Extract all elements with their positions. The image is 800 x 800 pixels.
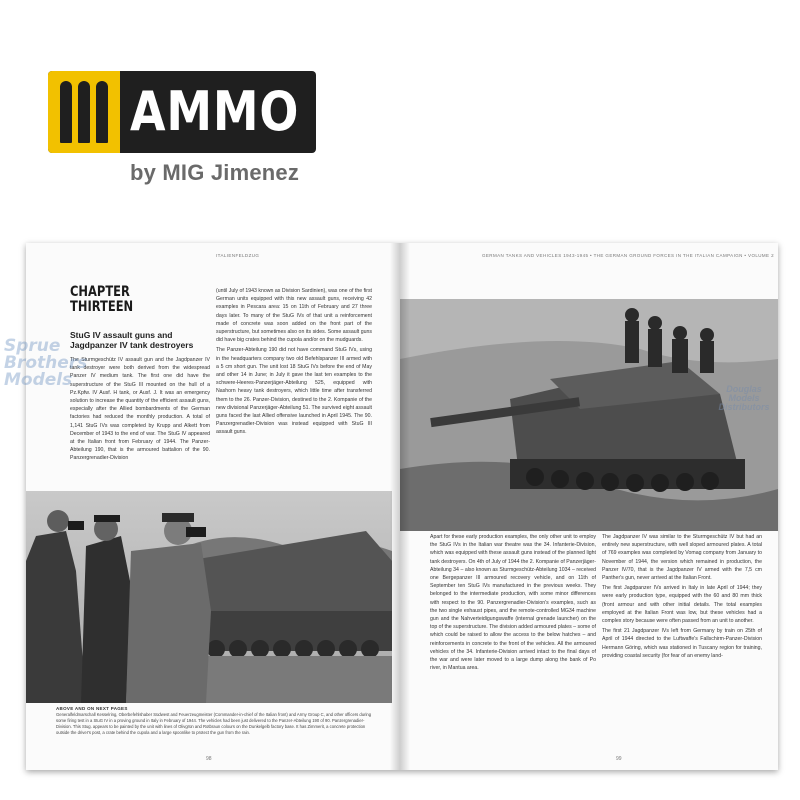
text-column [602,533,762,759]
stug-photo [400,299,778,531]
bullet-icon [60,81,72,143]
paragraph: Apart for these early production examples, the only other unit to employ the StuG IVs in the Italian war theatre was the 34. Infanterie-Division, which was equipped with these assault guns instead of the planned light tank destroyers. On 4th of July of 1944 the 2. Kompanie of Panzerjäger-Abteilung 34 – also known as Sturmgeschütz-Abteilung 1034 – received one Bergepanzer III armoured recovery vehicle, and on 11th of September ten StuG IVs manufactured in the previous weeks. They belonged to the intermediate production, with some minor differences with respect to the 90. Panzergrenadier-Division's examples, such as the two single exhaust pipes, and the remote-controlled MG34 machine gun and the Nahverteidigungswaffe (internal grenade launcher) on the top of the superstructure. The division added armoured plates – some of which could be raised to allow the access to the below hatches – and reinforcements in concrete to the front of the vehicles. All the armoured vehicles of the 34. Infanterie-Division arrived intact to the final days of the war and were later moved to a large dump along the bank of Po river, in Mantua area. [430,534,596,672]
book-gutter [390,243,410,770]
left-page [26,243,400,770]
bullet-icon [96,81,108,143]
officers-photo [26,491,392,703]
watermark-line: Brothers [4,353,88,373]
running-head: ITALIENFELDZUG [216,253,260,258]
ammo-logo [48,71,316,153]
logo-byline: by MIG Jimenez [130,160,300,185]
paragraph: (until July of 1943 known as Division Sardinien), was one of the first German units equipped with this new assault guns, receiving 42 examples in Pescara area: 15 on 11th of February and 27 three days later. To many of the StuG IVs of that unit a reinforcement made of concrete was soon added on the front part of the superstructure, but sometimes also on its sides. Some assault guns did have big crates behind the cupola and/or on the mudguards. [216,288,372,344]
book-spread [26,243,778,770]
watermark-line: Douglas [726,384,762,394]
chapter-line: THIRTEEN [70,299,134,315]
caption-title: ABOVE AND ON NEXT PAGES [56,706,128,711]
text-column [70,356,210,476]
paragraph: The Panzer-Abteilung 190 did not have command StuG IVs, using in the headquarters company two old Befehlspanzer III armed with a 5 cm short gun. The unit lost 18 StuG IVs before the end of May and other 14 in June; in July it gave the last ten examples to the schwere-Heeres-Panzerjäger-Abteilung 525, equipped with Nashorn heavy tank destroyers, which little time after transferred them to the 26. Panzer-Division, destined to the 2. Kompanie of the new divisional Panzerjäger-Abteilung 51. The survived eight assault guns faced the last Allied offensive launched in April 1945. The 90. Panzergrenadier-Division was instead equipped with StuG III assault guns. [216,347,372,436]
watermark-left [4,338,87,389]
chapter-heading [70,285,133,315]
right-page [400,243,778,770]
stug-photo-image [400,299,778,531]
officers-photo-image [26,491,392,703]
chapter-line: CHAPTER [70,284,130,300]
paragraph: The Jagdpanzer IV was similar to the Sturmgeschütz IV but had an entirely new superstructure, with well sloped armoured plates. A total of 769 examples was completed by Vomag company from January to November of 1944, the version which remained in production, the Panzer IV/70, that is the Jagdpanzer IV armed with the 7,5 cm Panther's gun, never arrived at the Italian Front. [602,534,762,582]
bullets-icon [48,71,120,153]
paragraph: The first 21 Jagdpanzer IVs left from Germany by train on 25th of April of 1944 directed to the Luftwaffe's Fallschirm-Panzer-Division Hermann Göring, which was stationed in Tuscany region for training, providing coastal security (for fear of an enemy land- [602,628,762,659]
watermark-right [698,385,790,412]
page-number: 99 [616,756,622,762]
watermark-line: Models [728,393,760,403]
paragraph: The Sturmgeschütz IV assault gun and the Jagdpanzer IV tank destroyer were both derived from the widespread Panzer IV medium tank. The first one did have the superstructure of the StuG III mounted on the hull of a Pz.Kpfw. IV Ausf. H tank, or Ausf. J. It was an emergency solution to increase the quantity of the efficient assault guns, especially after the Allied bombardments of the German factories had reduced the monthly production. A total of 1,141 StuG IVs was completed by Krupp and Alkett from December of 1943 to the end of war. The StuG IV appeared at the Italian front from February of 1944. The Panzer-Abteilung 190, that is the armoured battalion of the 90. Panzergrenadier-Division [70,357,210,462]
watermark-line: Distributors [718,402,770,412]
page-number: 98 [206,756,212,762]
bullet-icon [78,81,90,143]
running-head: GERMAN TANKS AND VEHICLES 1943-1945 • THE GERMAN GROUND FORCES IN THE ITALIAN CAMPAIGN • VOLUME 2 [482,253,775,258]
paragraph: The first Jagdpanzer IVs arrived in Italy in late April of 1944; they were early production type, equipped with the 60 and 80 mm thick (front armour and with other initial details. The total examples employed at the Italian Front was low, but these vehicles had a complex story because were often passed from an unit to another. [602,585,762,625]
logo-wordmark: AMMO [130,80,300,143]
watermark-line: Sprue [4,336,61,356]
watermark-line: Models [4,370,73,390]
caption-text: Generalfeldmarschall Kesselring, Oberbefehlshaber Südwest and Feuerzeugmeister (Commander-in-chief of the Italian front) and Army Group C, and other officers during some firing test in a StuG IV in a proving ground in Italy in February of 1944. The vehicles had been just delivered to the Panzer-Abteilung 190 of 90. Panzergrenadier-Division. This Stug. appears to be painted by the unit with lines of Olivgrün and Rotbraun colours on the Dunkelgelb factory base. It has Zimmerit, a concrete protection outside the driver's post, a crate behind the cupola and a large spoonlike to protect the gun from the rain. [56,712,372,735]
chapter-subtitle: StuG IV assault guns and Jagdpanzer IV tank destroyers [70,330,194,350]
text-column [430,533,596,747]
